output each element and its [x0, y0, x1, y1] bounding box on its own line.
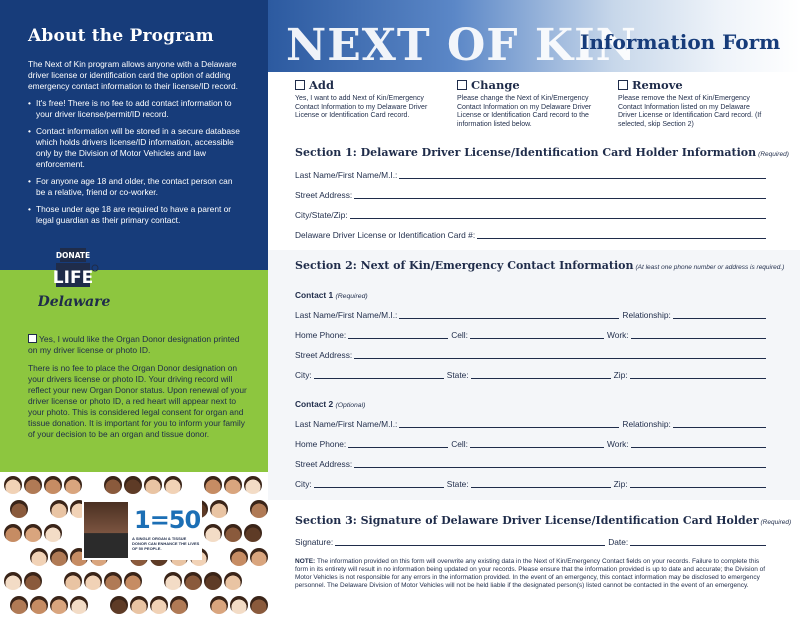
- mosaic-face: [210, 596, 228, 614]
- c2-state-label: State:: [446, 479, 469, 489]
- c1-relationship-field[interactable]: [673, 311, 766, 319]
- section2-title-text: Section 2: Next of Kin/Emergency Contact Information: [295, 259, 634, 272]
- section2-required: (At least one phone number or address is required.): [635, 264, 785, 271]
- c1-name-label: Last Name/First Name/M.I.:: [295, 310, 398, 320]
- mosaic-face: [4, 476, 22, 494]
- contact1-label: Contact 1: [295, 290, 334, 300]
- organ-donor-checkbox[interactable]: [28, 334, 37, 343]
- mosaic-face: [224, 572, 242, 590]
- promo-badge: [82, 500, 202, 560]
- c1-street-row: [295, 349, 769, 360]
- c2-name-label: Last Name/First Name/M.I.:: [295, 419, 398, 429]
- section3-required: (Required): [760, 519, 792, 526]
- s1-license-field[interactable]: [477, 231, 766, 239]
- donate-life-logo: [38, 248, 123, 318]
- remove-checkbox[interactable]: [618, 80, 628, 90]
- c1-state-label: State:: [446, 370, 469, 380]
- mosaic-face: [50, 500, 68, 518]
- mosaic-face: [64, 572, 82, 590]
- c2-phone-row: [295, 438, 769, 449]
- c2-city-field[interactable]: [314, 480, 444, 488]
- contact2-heading: [295, 399, 365, 409]
- promo-photo: [84, 502, 128, 558]
- c1-work-field[interactable]: [631, 331, 766, 339]
- organ-donor-checkbox-label: Yes, I would like the Organ Donor designation printed on my driver license or photo ID.: [28, 334, 240, 355]
- c1-city-field[interactable]: [314, 371, 444, 379]
- c1-phone-row: [295, 329, 769, 340]
- promo-number: 1=50: [134, 506, 201, 534]
- form-area: [268, 0, 800, 618]
- about-bullet: • For anyone age 18 and older, the contact person can be a relative, friend or co-worker.: [28, 176, 240, 198]
- c1-relationship-label: Relationship:: [622, 310, 671, 320]
- c1-zip-label: Zip:: [613, 370, 628, 380]
- mosaic-face: [10, 500, 28, 518]
- s1-name-field[interactable]: [399, 171, 766, 179]
- remove-description: Please remove the Next of Kin/Emergency Contact Information listed on my Delaware Driver License or Identification Card record. (If selected, skip Section 2): [618, 95, 762, 128]
- add-description: Yes, I want to add Next of Kin/Emergency Contact Information to my Delaware Driver License or Identification Card record.: [295, 95, 428, 120]
- s1-city-label: City/State/Zip:: [295, 210, 348, 220]
- c2-relationship-field[interactable]: [673, 420, 766, 428]
- contact1-heading: [295, 290, 368, 300]
- mosaic-face: [224, 476, 242, 494]
- s3-signature-row: [295, 536, 769, 547]
- mosaic-face: [24, 476, 42, 494]
- mosaic-face: [144, 476, 162, 494]
- section3-title: [295, 514, 791, 527]
- mosaic-face: [24, 524, 42, 542]
- s1-city-row: [295, 209, 769, 220]
- about-bullet: • Those under age 18 are required to have a parent or legal guardian as their primary contact.: [28, 204, 240, 226]
- c2-state-field[interactable]: [471, 480, 611, 488]
- c2-home-field[interactable]: [348, 440, 448, 448]
- section1-title: [295, 146, 789, 159]
- about-intro: The Next of Kin program allows anyone with a Delaware driver license or identification card the option of adding emergency contact information to their license/ID record.: [28, 59, 238, 91]
- mosaic-face: [204, 476, 222, 494]
- s1-license-row: [295, 229, 769, 240]
- mosaic-face: [250, 500, 268, 518]
- page-title: NEXT OF KIN: [286, 20, 637, 71]
- contact2-note: (Optional): [335, 402, 366, 409]
- c1-cell-label: Cell:: [451, 330, 468, 340]
- s1-street-label: Street Address:: [295, 190, 353, 200]
- mosaic-face: [230, 548, 248, 566]
- s1-name-row: [295, 169, 769, 180]
- section2-title: [295, 259, 784, 272]
- mosaic-face: [44, 524, 62, 542]
- mosaic-face: [64, 476, 82, 494]
- s1-city-field[interactable]: [350, 211, 766, 219]
- mosaic-face: [244, 524, 262, 542]
- mosaic-face: [184, 572, 202, 590]
- note-label: NOTE:: [295, 558, 316, 565]
- c2-street-field[interactable]: [354, 460, 766, 468]
- s1-name-label: Last Name/First Name/M.I.:: [295, 170, 398, 180]
- mosaic-face: [124, 476, 142, 494]
- c1-street-label: Street Address:: [295, 350, 353, 360]
- c1-state-field[interactable]: [471, 371, 611, 379]
- about-bullet: • It's free! There is no fee to add contact information to your driver license/permit/ID record.: [28, 98, 240, 120]
- mosaic-face: [10, 596, 28, 614]
- c1-home-label: Home Phone:: [295, 330, 347, 340]
- mosaic-face: [164, 476, 182, 494]
- contact2-label: Contact 2: [295, 399, 334, 409]
- mosaic-face: [4, 572, 22, 590]
- section1-required: (Required): [758, 151, 789, 158]
- logo-donate-text: DONATE: [55, 251, 91, 260]
- mosaic-face: [30, 548, 48, 566]
- c2-home-label: Home Phone:: [295, 439, 347, 449]
- date-field[interactable]: [630, 538, 766, 546]
- mosaic-face: [110, 596, 128, 614]
- c2-cell-label: Cell:: [451, 439, 468, 449]
- c2-street-row: [295, 458, 769, 469]
- c1-name-field[interactable]: [399, 311, 619, 319]
- mosaic-face: [130, 596, 148, 614]
- mosaic-face: [50, 548, 68, 566]
- organ-donor-checkbox-row[interactable]: [28, 334, 248, 356]
- about-bullets: [28, 98, 240, 226]
- mosaic-face: [230, 596, 248, 614]
- date-label: Date:: [608, 537, 629, 547]
- c2-relationship-label: Relationship:: [622, 419, 671, 429]
- option-remove[interactable]: [618, 78, 768, 129]
- section1-title-text: Section 1: Delaware Driver License/Identification Card Holder Information: [295, 146, 757, 159]
- c2-name-field[interactable]: [399, 420, 619, 428]
- mosaic-face: [150, 596, 168, 614]
- s1-license-label: Delaware Driver License or Identification Card #:: [295, 230, 476, 240]
- note-text: The information provided on this form will overwrite any existing data in the Next of Kin/Emergency Contact fields on your records. Failure to complete this form in its entirety will result in no information being updated on your records. Please ensure that the information provided is up to date and accurate; the Division of Motor Vehicles is not responsible for any errors in the information provided. In the event of an emergency, this contact information may be disclosed to emergency personnel. The Delaware Division of Motor Vehicles will not be held liable if the designated person(s) listed cannot be contacted in the event of an emergency.: [295, 558, 766, 589]
- change-label: Change: [471, 78, 520, 92]
- mosaic-face: [24, 572, 42, 590]
- c2-cell-field[interactable]: [470, 440, 604, 448]
- c1-city-row: [295, 369, 769, 380]
- c1-city-label: City:: [295, 370, 312, 380]
- option-change[interactable]: [457, 78, 607, 129]
- about-bullet: • Contact information will be stored in a secure database which holds drivers license/ID information, accessible only by the Division of Motor Vehicles and law enforcement.: [28, 126, 240, 170]
- s1-street-row: [295, 189, 769, 200]
- option-add[interactable]: [295, 78, 445, 121]
- mosaic-face: [204, 572, 222, 590]
- add-label: Add: [309, 78, 335, 92]
- c2-work-field[interactable]: [631, 440, 766, 448]
- c2-name-row: [295, 418, 769, 429]
- remove-label: Remove: [632, 78, 683, 92]
- about-panel: [0, 0, 268, 270]
- mosaic-face: [4, 524, 22, 542]
- mosaic-face: [124, 572, 142, 590]
- c2-city-label: City:: [295, 479, 312, 489]
- sidebar: [0, 0, 268, 618]
- mosaic-face: [244, 476, 262, 494]
- mosaic-face: [250, 596, 268, 614]
- section3-title-text: Section 3: Signature of Delaware Driver License/Identification Card Holder: [295, 514, 759, 527]
- c1-work-label: Work:: [606, 330, 629, 340]
- mosaic-face: [250, 548, 268, 566]
- mosaic-face: [84, 572, 102, 590]
- mosaic-face: [204, 524, 222, 542]
- c2-street-label: Street Address:: [295, 459, 353, 469]
- c1-cell-field[interactable]: [470, 331, 604, 339]
- page-subtitle: Information Form: [580, 30, 781, 54]
- promo-tagline: A SINGLE ORGAN & TISSUE DONOR CAN ENHANCE THE LIVES OF 50 PEOPLE.: [132, 536, 200, 551]
- c2-city-row: [295, 478, 769, 489]
- mosaic-face: [30, 596, 48, 614]
- organ-donor-info: There is no fee to place the Organ Donor designation on your drivers license or photo ID. Your driving record will reflect your new Organ Donor status. Upon renewal of your driver license or photo ID, a red heart will appear next to your photo. This is considered legal consent for organ and tissue donation. It is important for you to inform your family of your decision to be an organ and tissue donor.: [28, 363, 247, 439]
- legal-note: [295, 558, 773, 590]
- mosaic-face: [104, 572, 122, 590]
- s1-street-field[interactable]: [354, 191, 766, 199]
- c2-zip-label: Zip:: [613, 479, 628, 489]
- change-description: Please change the Next of Kin/Emergency Contact Information on my Delaware Driver License or Identification Card record to the information listed below.: [457, 95, 592, 128]
- mosaic-face: [210, 500, 228, 518]
- c2-work-label: Work:: [606, 439, 629, 449]
- mosaic-face: [164, 572, 182, 590]
- c1-home-field[interactable]: [348, 331, 448, 339]
- mosaic-face: [70, 596, 88, 614]
- c1-zip-field[interactable]: [630, 371, 766, 379]
- change-checkbox[interactable]: [457, 80, 467, 90]
- mosaic-face: [44, 476, 62, 494]
- signature-label: Signature:: [295, 537, 334, 547]
- mosaic-face: [50, 596, 68, 614]
- logo-delaware-text: Delaware: [38, 294, 111, 310]
- logo-life-text: LIFE: [52, 268, 94, 288]
- c2-zip-field[interactable]: [630, 480, 766, 488]
- mosaic-face: [104, 476, 122, 494]
- add-checkbox[interactable]: [295, 80, 305, 90]
- mosaic-face: [170, 596, 188, 614]
- mosaic-face: [224, 524, 242, 542]
- about-title: About the Program: [28, 26, 214, 46]
- c1-name-row: [295, 309, 769, 320]
- signature-field[interactable]: [335, 538, 605, 546]
- c1-street-field[interactable]: [354, 351, 766, 359]
- contact1-note: (Required): [335, 293, 368, 300]
